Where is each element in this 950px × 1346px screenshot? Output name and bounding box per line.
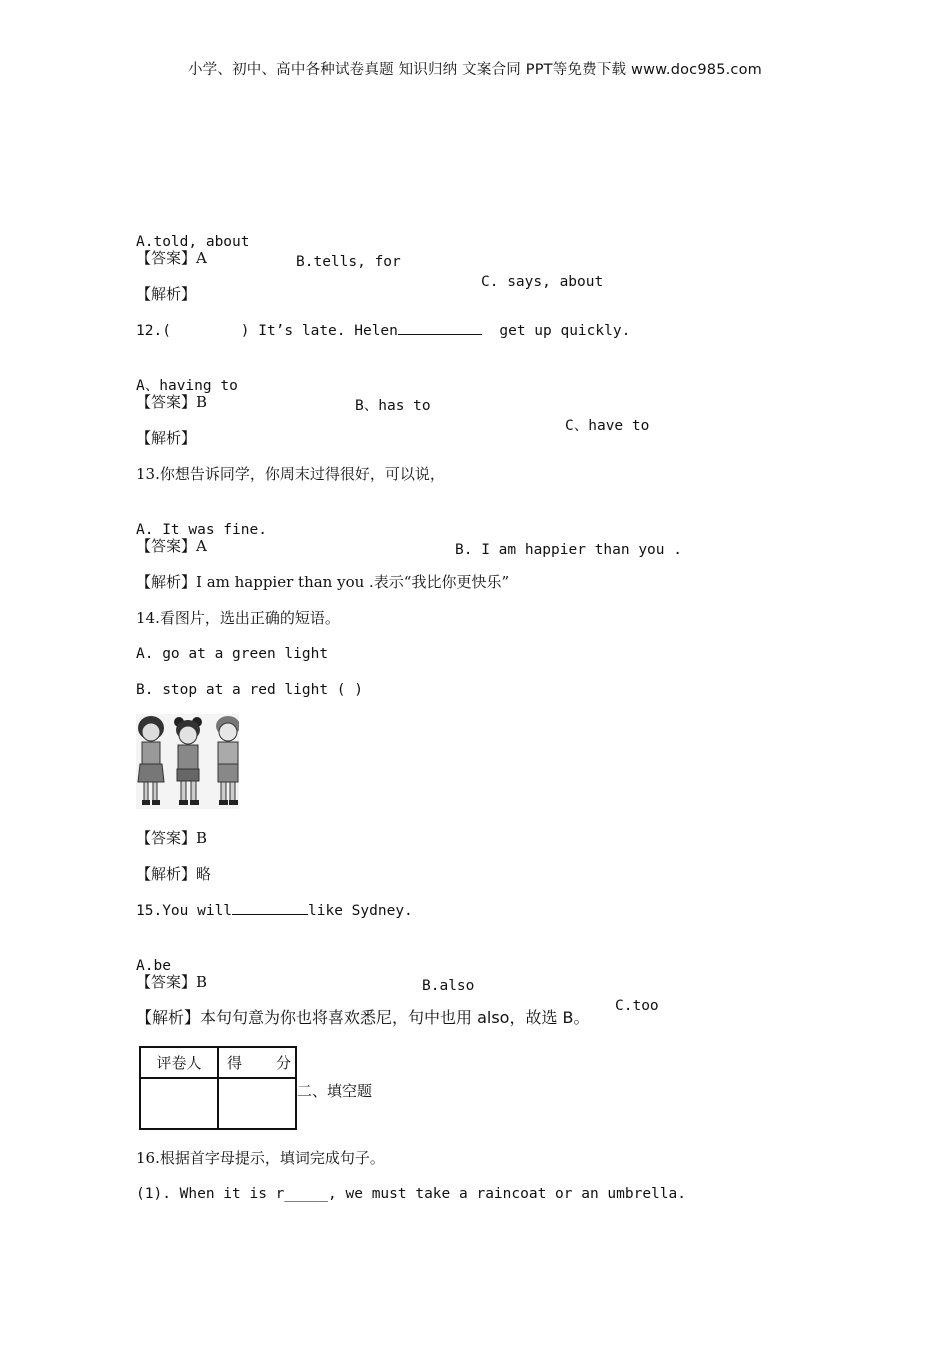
- grader-blank-cell: [140, 1078, 218, 1129]
- q13-option-a: A. It was fine.: [136, 522, 267, 538]
- score-table: [139, 1046, 297, 1130]
- q15-option-a: A.be: [136, 958, 171, 974]
- grader-label: 评卷人: [156, 1054, 202, 1072]
- grader-label-cell: [140, 1047, 218, 1078]
- q16-item-1: (1). When it is r_____, we must take a raincoat or an umbrella.: [136, 1186, 686, 1202]
- q15-stem-prefix: 15.You will: [136, 903, 233, 919]
- q12-blank: [398, 320, 482, 335]
- q14-option-b: B. stop at a red light ( ): [136, 682, 363, 698]
- q15-option-c: C.too: [615, 998, 659, 1014]
- q12-option-b: B、has to: [355, 398, 431, 414]
- q15-analysis: 【解析】本句句意为你也将喜欢悉尼，句中也用 also，故选 B。: [136, 1008, 590, 1027]
- q15-answer: 【答案】B: [136, 973, 208, 991]
- q15-blank: [232, 900, 308, 915]
- page-header: 小学、初中、高中各种试卷真题 知识归纳 文案合同 PPT等免费下载 www.doc985.com: [187, 62, 763, 78]
- q13-stem: 13.你想告诉同学，你周末过得很好，可以说，: [136, 465, 445, 483]
- q14-stem: 14.看图片，选出正确的短语。: [136, 609, 340, 627]
- score-blank-cell: [218, 1078, 296, 1129]
- q12-stem: [136, 320, 630, 341]
- q12-stem-suffix: get up quickly.: [481, 323, 631, 339]
- q11-analysis: 【解析】: [136, 285, 197, 303]
- q16-stem: 16.根据首字母提示，填词完成句子。: [136, 1149, 385, 1167]
- q15-option-b: B.also: [422, 978, 475, 994]
- q12-option-a: A、having to: [136, 378, 238, 394]
- score-label-2: 分: [275, 1054, 291, 1072]
- q11-option-b: B.tells, for: [296, 254, 401, 270]
- q13-analysis: 【解析】I am happier than you .表示“我比你更快乐”: [136, 573, 510, 591]
- children-illustration: [136, 714, 239, 809]
- q13-answer: 【答案】A: [136, 537, 207, 555]
- q15-stem: [136, 900, 413, 921]
- q11-option-c: C. says, about: [481, 274, 604, 290]
- q13-option-b: B. I am happier than you .: [455, 542, 682, 558]
- q12-analysis: 【解析】: [136, 429, 197, 447]
- q12-stem-prefix: 12.( ) It’s late. Helen: [136, 323, 398, 339]
- q11-option-a: A.told, about: [136, 234, 250, 250]
- q14-option-a: A. go at a green light: [136, 646, 329, 662]
- section-title: 二、填空题: [297, 1082, 373, 1100]
- q15-stem-suffix: like Sydney.: [308, 903, 413, 919]
- q14-answer: 【答案】B: [136, 829, 208, 847]
- q12-option-c: C、have to: [565, 418, 650, 434]
- q14-analysis: 【解析】略: [136, 865, 212, 883]
- score-label-1: 得: [227, 1054, 243, 1072]
- q12-answer: 【答案】B: [136, 393, 208, 411]
- score-label-cell: [218, 1047, 296, 1078]
- q11-answer: 【答案】A: [136, 249, 207, 267]
